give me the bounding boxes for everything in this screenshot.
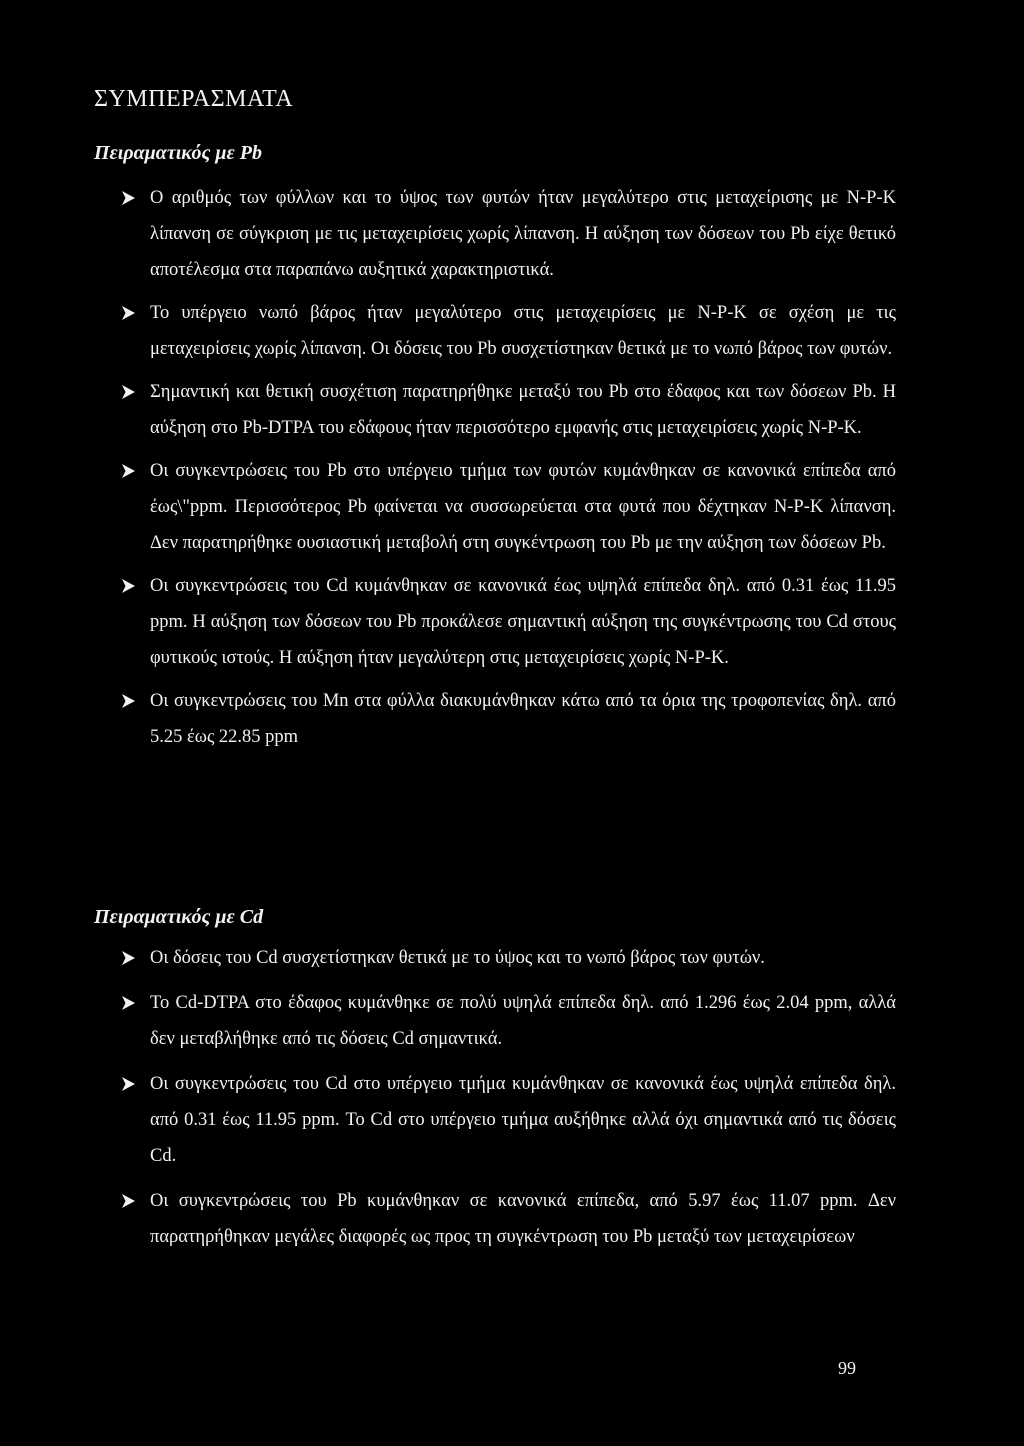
list-item	[0, 180, 1024, 288]
arrowhead-bullet-icon	[122, 1183, 136, 1219]
list-item-text: Οι συγκεντρώσεις του Pb στο υπέργειο τμήμα των φυτών κυμάνθηκαν σε κανονικά επίπεδα από έως\"ppm. Περισσότερος Pb φαίνεται να συσσωρεύεται στα φυτά που δέχτηκαν N-P-K λίπανση. Δεν παρατηρήθηκε ουσιαστική μεταβολή στη συγκέντρωση του Pb με την αύξηση των δόσεων Pb.	[150, 461, 896, 553]
list-item	[0, 295, 1024, 367]
arrowhead-bullet-icon	[122, 1066, 136, 1102]
list-item-text: Το υπέργειο νωπό βάρος ήταν μεγαλύτερο στις μεταχειρίσεις με N-P-K σε σχέση με τις μεταχειρίσεις χωρίς λίπανση. Οι δόσεις του Pb συσχετίστηκαν θετικά με το νωπό βάρος των φυτών.	[150, 303, 896, 359]
list-item-text: Οι δόσεις του Cd συσχετίστηκαν θετικά με το ύψος και το νωπό βάρος των φυτών.	[150, 948, 765, 968]
list-item-text: Οι συγκεντρώσεις του Cd κυμάνθηκαν σε κανονικά έως υψηλά επίπεδα δηλ. από 0.31 έως 11.95 ppm. Η αύξηση των δόσεων του Pb προκάλεσε σημαντική αύξηση της συγκέντρωσης του Cd στους φυτικούς ιστούς. Η αύξηση ήταν μεγαλύτερη στις μεταχειρίσεις χωρίς N-P-K.	[150, 576, 896, 668]
page-number: 99	[838, 1358, 856, 1378]
bullet-list-pb	[0, 180, 1024, 762]
list-item-text: Οι συγκεντρώσεις του Mn στα φύλλα διακυμάνθηκαν κάτω από τα όρια της τροφοπενίας δηλ. από 5.25 έως 22.85 ppm	[150, 691, 896, 747]
list-item-text: Οι συγκεντρώσεις του Pb κυμάνθηκαν σε κανονικά επίπεδα, από 5.97 έως 11.07 ppm. Δεν παρατηρήθηκαν μεγάλες διαφορές ως προς τη συγκέντρωση του Pb μεταξύ των μεταχειρίσεων	[150, 1191, 896, 1247]
list-item	[0, 568, 1024, 676]
list-item	[0, 683, 1024, 755]
section-heading-cd: Πειραματικός με Cd	[94, 906, 264, 928]
arrowhead-bullet-icon	[122, 180, 136, 216]
list-item	[0, 453, 1024, 561]
arrowhead-bullet-icon	[122, 940, 136, 976]
section-heading-pb: Πειραματικός με Pb	[94, 142, 262, 164]
arrowhead-bullet-icon	[122, 374, 136, 410]
list-item-text: Το Cd-DTPA στο έδαφος κυμάνθηκε σε πολύ υψηλά επίπεδα δηλ. από 1.296 έως 2.04 ppm, αλλά δεν μεταβλήθηκε από τις δόσεις Cd σημαντικά.	[150, 993, 896, 1049]
arrowhead-bullet-icon	[122, 453, 136, 489]
list-item	[0, 985, 1024, 1057]
list-item-text: Σημαντική και θετική συσχέτιση παρατηρήθηκε μεταξύ του Pb στο έδαφος και των δόσεων Pb. Η αύξηση στο Pb-DTPA του εδάφους ήταν περισσότερο εμφανής στις μεταχειρίσεις χωρίς N-P-K.	[150, 382, 896, 438]
list-item	[0, 374, 1024, 446]
list-item	[0, 940, 1024, 976]
list-item	[0, 1183, 1024, 1255]
page-title: ΣΥΜΠΕΡΑΣΜΑΤΑ	[94, 86, 294, 112]
arrowhead-bullet-icon	[122, 568, 136, 604]
arrowhead-bullet-icon	[122, 683, 136, 719]
arrowhead-bullet-icon	[122, 295, 136, 331]
bullet-list-cd	[0, 940, 1024, 1264]
list-item-text: Ο αριθμός των φύλλων και το ύψος των φυτών ήταν μεγαλύτερο στις μεταχείρισης με N-P-K λίπανση σε σύγκριση με τις μεταχειρίσεις χωρίς λίπανση. Η αύξηση των δόσεων του Pb είχε θετικό αποτέλεσμα στα παραπάνω αυξητικά χαρακτηριστικά.	[150, 188, 896, 280]
list-item-text: Οι συγκεντρώσεις του Cd στο υπέργειο τμήμα κυμάνθηκαν σε κανονικά έως υψηλά επίπεδα δηλ. από 0.31 έως 11.95 ppm. Το Cd στο υπέργειο τμήμα αυξήθηκε αλλά όχι σημαντικά από τις δόσεις Cd.	[150, 1074, 896, 1166]
list-item	[0, 1066, 1024, 1174]
arrowhead-bullet-icon	[122, 985, 136, 1021]
